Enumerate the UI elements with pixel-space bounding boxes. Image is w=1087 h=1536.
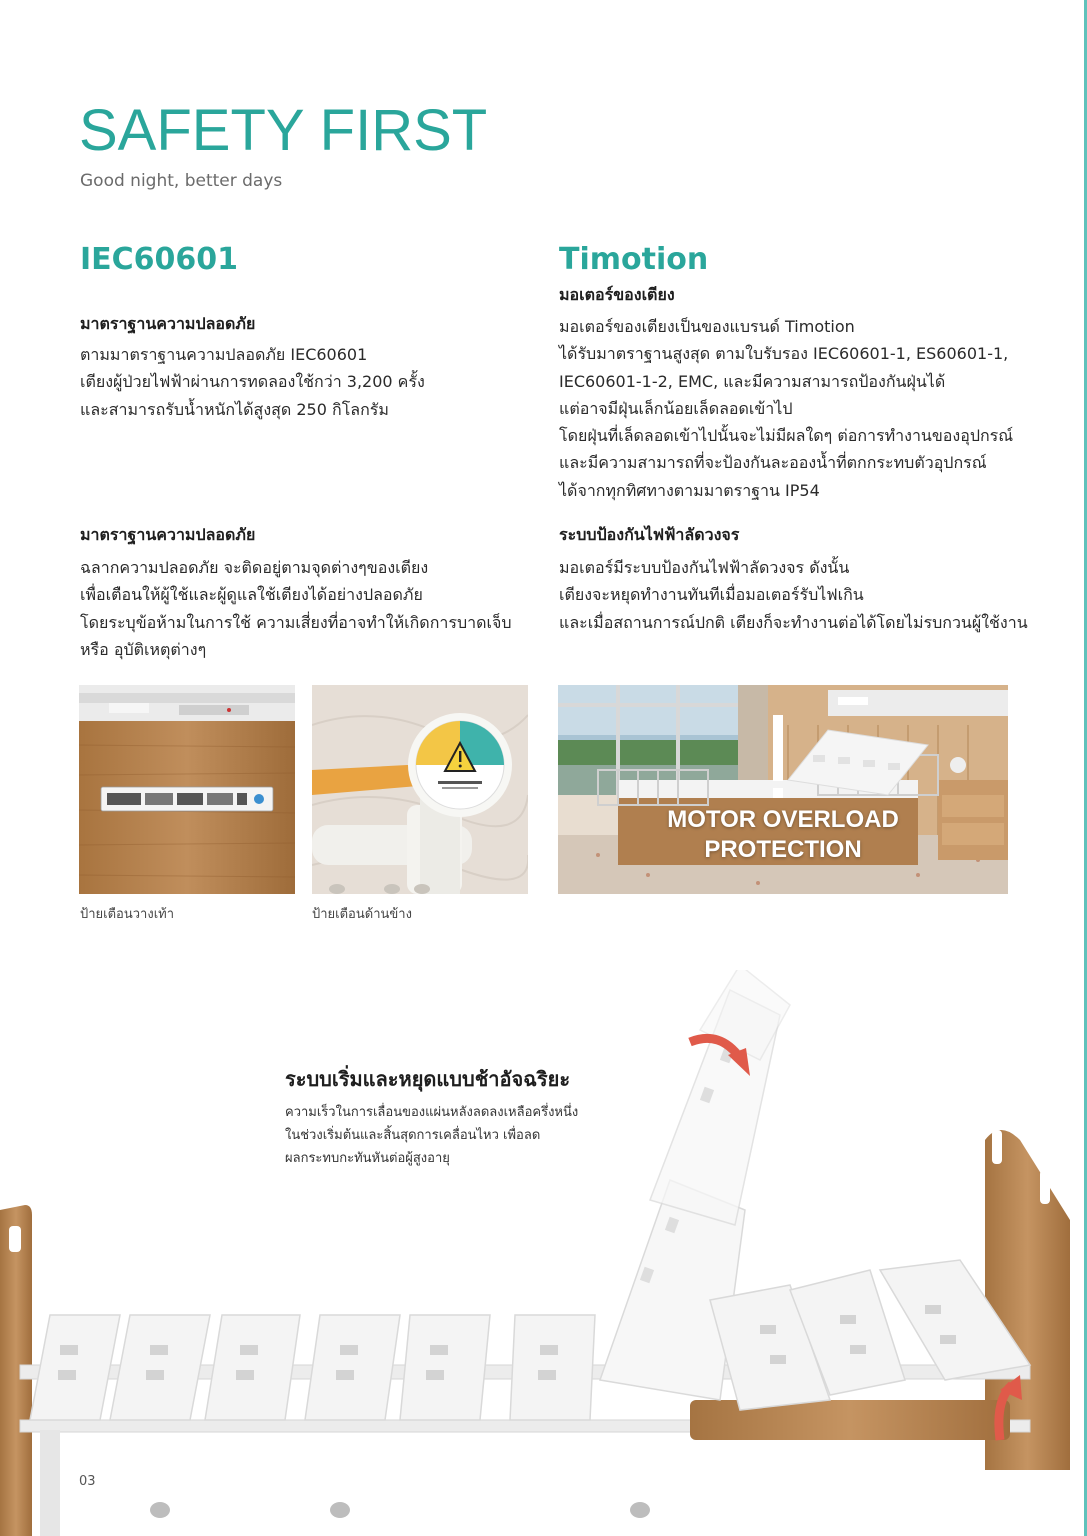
bed-illustration: [0, 970, 1087, 1536]
leg-panels: [710, 1260, 1030, 1410]
overload-line2: PROTECTION: [704, 836, 862, 863]
page-number: 03: [79, 1474, 96, 1489]
right-section2-heading: ระบบป้องกันไฟฟ้าลัดวงจร: [559, 525, 740, 544]
text-line: และเมื่อสถานการณ์ปกติ เตียงก็จะทำงานต่อได้โดยไม่รบกวนผู้ใช้งาน: [559, 612, 1028, 632]
text-line: เตียงผู้ป่วยไฟฟ้าผ่านการทดลองใช้กว่า 3,200 ครั้ง: [80, 372, 425, 392]
page-title: SAFETY FIRST: [79, 98, 488, 163]
side-warning-photo: [312, 685, 528, 894]
text-line: มอเตอร์มีระบบป้องกันไฟฟ้าลัดวงจร ดังนั้น: [559, 558, 850, 577]
overload-overlay-label: [558, 805, 1008, 865]
footboard-caption: ป้ายเตือนวางเท้า: [80, 907, 175, 922]
text-line: ความเร็วในการเลื่อนของแผ่นหลังลดลงเหลือครึ่งหนึ่ง: [285, 1105, 579, 1120]
overload-line1: MOTOR OVERLOAD: [667, 806, 899, 833]
right-section1-text: [559, 313, 1013, 504]
text-line: มอเตอร์ของเตียงเป็นของแบรนด์ Timotion: [559, 317, 855, 336]
footboard-warning-photo: [79, 685, 295, 894]
text-line: เพื่อเตือนให้ผู้ใช้และผู้ดูแลใช้เตียงได้อย่างปลอดภัย: [80, 585, 423, 605]
motor-overload-photo: [558, 685, 1008, 894]
left-column-title: IEC60601: [80, 242, 239, 277]
text-line: โดยระบุข้อห้ามในการใช้ ความเสี่ยงที่อาจทำให้เกิดการบาดเจ็บ: [80, 612, 512, 632]
feature-title: ระบบเริ่มและหยุดแบบช้าอัจฉริยะ: [285, 1067, 571, 1091]
left-section2-heading: มาตราฐานความปลอดภัย: [80, 525, 256, 544]
text-line: และมีความสามารถที่จะป้องกันละอองน้ำที่ตกกระทบตัวอุปกรณ์: [559, 453, 987, 473]
right-column-title: Timotion: [559, 242, 709, 277]
left-section1-heading: มาตราฐานความปลอดภัย: [80, 314, 256, 333]
text-line: โดยฝุ่นที่เล็ดลอดเข้าไปนั้นจะไม่มีผลใดๆ ต่อการทำงานของอุปกรณ์: [559, 426, 1014, 446]
text-line: ฉลากความปลอดภัย จะติดอยู่ตามจุดต่างๆของเตียง: [80, 558, 429, 577]
right-section2-text: [559, 554, 1028, 636]
right-section1-heading: มอเตอร์ของเตียง: [559, 285, 675, 304]
text-line: หรือ อุบัติเหตุต่างๆ: [80, 639, 207, 659]
left-section1-text: [80, 341, 425, 423]
text-line: ได้รับมาตราฐานสูงสุด ตามใบรับรอง IEC60601-1, ES60601-1,: [559, 344, 1009, 364]
page-subtitle: Good night, better days: [80, 171, 283, 191]
text-line: และสามารถรับน้ำหนักได้สูงสุด 250 กิโลกรัม: [80, 399, 389, 419]
left-section2-text: [80, 554, 512, 663]
text-line: ในช่วงเริ่มต้นและสิ้นสุดการเคลื่อนไหว เพื่อลด: [285, 1128, 541, 1143]
text-line: ได้จากทุกทิศทางตามมาตราฐาน IP54: [559, 480, 820, 500]
side-caption: ป้ายเตือนด้านข้าง: [312, 907, 412, 922]
text-line: IEC60601-1-2, EMC, และมีความสามารถป้องกันฝุ่นได้: [559, 371, 946, 391]
exclamation-bar-icon: [773, 715, 783, 781]
exclamation-dot-icon: [773, 788, 783, 798]
text-line: เตียงจะหยุดทำงานทันทีเมื่อมอเตอร์รับไฟเกิน: [559, 585, 864, 605]
text-line: ตามมาตราฐานความปลอดภัย IEC60601: [80, 345, 368, 364]
text-line: ผลกระทบกะทันหันต่อผู้สูงอายุ: [285, 1151, 450, 1166]
text-line: แต่อาจมีฝุ่นเล็กน้อยเล็ดลอดเข้าไป: [559, 398, 793, 418]
